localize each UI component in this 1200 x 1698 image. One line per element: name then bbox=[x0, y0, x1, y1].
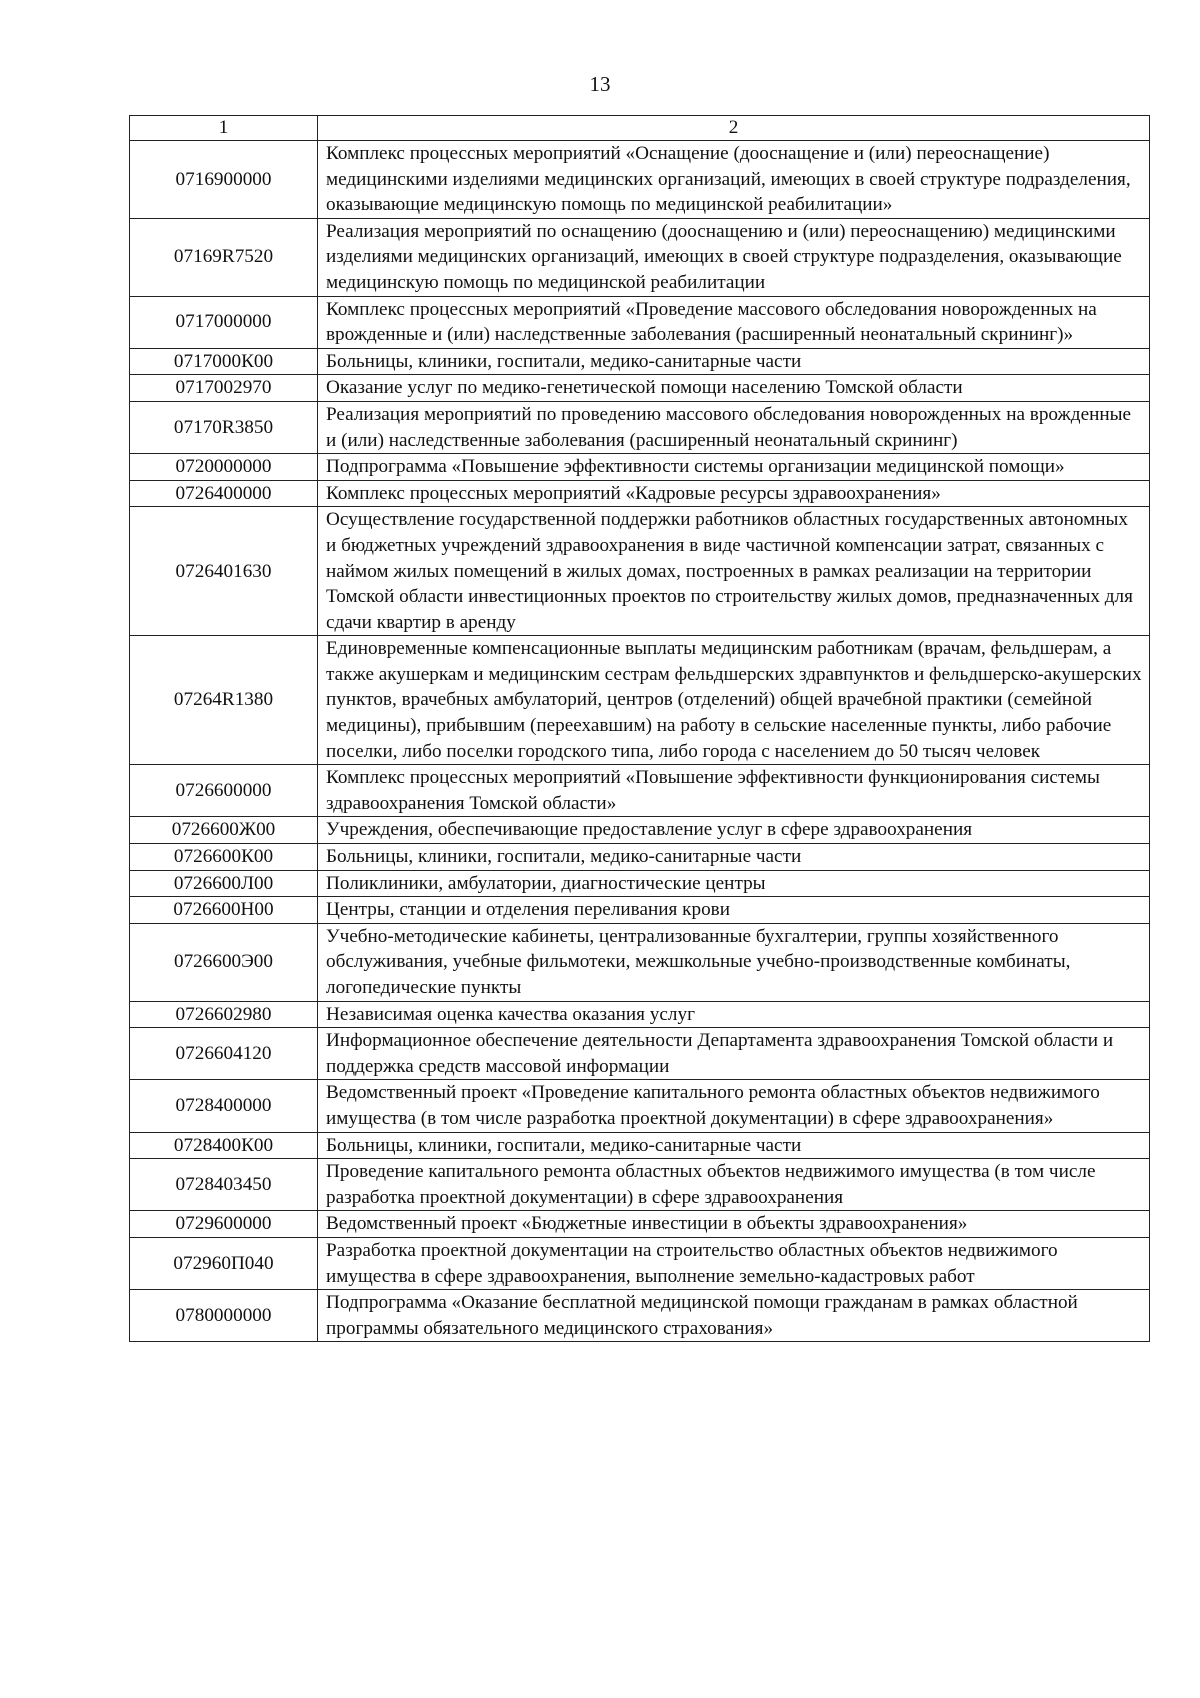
row-name: Учебно-методические кабинеты, централизованные бухгалтерии, группы хозяйственного обслуживания, учебные фильмотеки, межшкольные учебно-производственные комбинаты, логопедические пункты bbox=[318, 923, 1150, 1001]
row-name: Ведомственный проект «Бюджетные инвестиции в объекты здравоохранения» bbox=[318, 1211, 1150, 1238]
row-name: Разработка проектной документации на строительство областных объектов недвижимого имущества в сфере здравоохранения, выполнение земельно-кадастровых работ bbox=[318, 1237, 1150, 1289]
table-row bbox=[130, 870, 1150, 897]
table-row bbox=[130, 1080, 1150, 1132]
row-code: 0726600Ж00 bbox=[130, 817, 318, 844]
table-row bbox=[130, 1028, 1150, 1080]
row-name: Поликлиники, амбулатории, диагностические центры bbox=[318, 870, 1150, 897]
row-name: Ведомственный проект «Проведение капитального ремонта областных объектов недвижимого имущества (в том числе разработка проектной документации) в сфере здравоохранения» bbox=[318, 1080, 1150, 1132]
row-name: Комплекс процессных мероприятий «Кадровые ресурсы здравоохранения» bbox=[318, 480, 1150, 507]
row-name: Реализация мероприятий по оснащению (дооснащению и (или) переоснащению) медицинскими изделиями медицинских организаций, имеющих в своей структуре подразделения, оказывающие медицинскую помощь по медицинской реабилитации bbox=[318, 218, 1150, 296]
row-name: Проведение капитального ремонта областных объектов недвижимого имущества (в том числе разработка проектной документации) в сфере здравоохранения bbox=[318, 1159, 1150, 1211]
row-code: 0726401630 bbox=[130, 507, 318, 636]
row-code: 0728400К00 bbox=[130, 1132, 318, 1159]
row-code: 0717002970 bbox=[130, 375, 318, 402]
row-name: Оказание услуг по медико-генетической помощи населению Томской области bbox=[318, 375, 1150, 402]
table-row bbox=[130, 348, 1150, 375]
row-code: 0726600К00 bbox=[130, 844, 318, 871]
row-name: Больницы, клиники, госпитали, медико-санитарные части bbox=[318, 348, 1150, 375]
row-code: 072960П040 bbox=[130, 1237, 318, 1289]
budget-classification-table bbox=[129, 115, 1150, 1342]
row-name: Единовременные компенсационные выплаты медицинским работникам (врачам, фельдшерам, а также акушеркам и медицинским сестрам фельдшерских здравпунктов и фельдшерско-акушерских пунктов, врачебных амбулаторий, центров (отделений) общей врачебной практики (семейной медицины), прибывшим (переехавшим) на работу в сельские населенные пункты, либо рабочие поселки, либо поселки городского типа, либо города с населением до 50 тысяч человек bbox=[318, 636, 1150, 765]
row-code: 0716900000 bbox=[130, 141, 318, 219]
row-name: Больницы, клиники, госпитали, медико-санитарные части bbox=[318, 1132, 1150, 1159]
column-header-code: 1 bbox=[130, 116, 318, 141]
table-row bbox=[130, 897, 1150, 924]
row-name: Комплекс процессных мероприятий «Проведение массового обследования новорожденных на врожденные и (или) наследственные заболевания (расширенный неонатальный скрининг)» bbox=[318, 296, 1150, 348]
row-code: 0728400000 bbox=[130, 1080, 318, 1132]
table-row bbox=[130, 923, 1150, 1001]
row-code: 0726400000 bbox=[130, 480, 318, 507]
row-name: Информационное обеспечение деятельности Департамента здравоохранения Томской области и поддержка средств массовой информации bbox=[318, 1028, 1150, 1080]
row-code: 07170R3850 bbox=[130, 401, 318, 453]
row-name: Независимая оценка качества оказания услуг bbox=[318, 1001, 1150, 1028]
row-name: Реализация мероприятий по проведению массового обследования новорожденных на врожденные и (или) наследственные заболевания (расширенный неонатальный скрининг) bbox=[318, 401, 1150, 453]
row-name: Комплекс процессных мероприятий «Оснащение (дооснащение и (или) переоснащение) медицинскими изделиями медицинских организаций, имеющих в своей структуре подразделения, оказывающие медицинскую помощь по медицинской реабилитации» bbox=[318, 141, 1150, 219]
row-code: 0780000000 bbox=[130, 1290, 318, 1342]
row-code: 07169R7520 bbox=[130, 218, 318, 296]
row-code: 0729600000 bbox=[130, 1211, 318, 1238]
table-row bbox=[130, 1159, 1150, 1211]
table-body bbox=[130, 141, 1150, 1342]
table-row bbox=[130, 817, 1150, 844]
row-code: 07264R1380 bbox=[130, 636, 318, 765]
row-name: Подпрограмма «Оказание бесплатной медицинской помощи гражданам в рамках областной программы обязательного медицинского страхования» bbox=[318, 1290, 1150, 1342]
table-row bbox=[130, 844, 1150, 871]
table-row bbox=[130, 1211, 1150, 1238]
row-code: 0728403450 bbox=[130, 1159, 318, 1211]
table-row bbox=[130, 1237, 1150, 1289]
row-name: Комплекс процессных мероприятий «Повышение эффективности функционирования системы здравоохранения Томской области» bbox=[318, 765, 1150, 817]
table-row bbox=[130, 296, 1150, 348]
table-row bbox=[130, 1001, 1150, 1028]
table-row bbox=[130, 1132, 1150, 1159]
row-name: Центры, станции и отделения переливания крови bbox=[318, 897, 1150, 924]
row-code: 0726600000 bbox=[130, 765, 318, 817]
row-code: 0726600Н00 bbox=[130, 897, 318, 924]
row-code: 0726604120 bbox=[130, 1028, 318, 1080]
table-row bbox=[130, 480, 1150, 507]
row-name: Подпрограмма «Повышение эффективности системы организации медицинской помощи» bbox=[318, 454, 1150, 481]
row-name: Осуществление государственной поддержки работников областных государственных автономных и бюджетных учреждений здравоохранения в виде частичной компенсации затрат, связанных с наймом жилых помещений в жилых домах, построенных в рамках реализации на территории Томской области инвестиционных проектов по строительству жилых домов, предназначенных для сдачи квартир в аренду bbox=[318, 507, 1150, 636]
table-row bbox=[130, 401, 1150, 453]
column-header-name: 2 bbox=[318, 116, 1150, 141]
row-name: Учреждения, обеспечивающие предоставление услуг в сфере здравоохранения bbox=[318, 817, 1150, 844]
table-row bbox=[130, 141, 1150, 219]
table-row bbox=[130, 454, 1150, 481]
page-number: 13 bbox=[589, 72, 611, 96]
table-row bbox=[130, 1290, 1150, 1342]
table-row bbox=[130, 218, 1150, 296]
row-code: 0726600Э00 bbox=[130, 923, 318, 1001]
table-row bbox=[130, 765, 1150, 817]
table-header-row bbox=[130, 116, 1150, 141]
row-code: 0717000000 bbox=[130, 296, 318, 348]
row-name: Больницы, клиники, госпитали, медико-санитарные части bbox=[318, 844, 1150, 871]
table-row bbox=[130, 507, 1150, 636]
row-code: 0726602980 bbox=[130, 1001, 318, 1028]
row-code: 0717000К00 bbox=[130, 348, 318, 375]
row-code: 0726600Л00 bbox=[130, 870, 318, 897]
row-code: 0720000000 bbox=[130, 454, 318, 481]
table-row bbox=[130, 375, 1150, 402]
table-row bbox=[130, 636, 1150, 765]
